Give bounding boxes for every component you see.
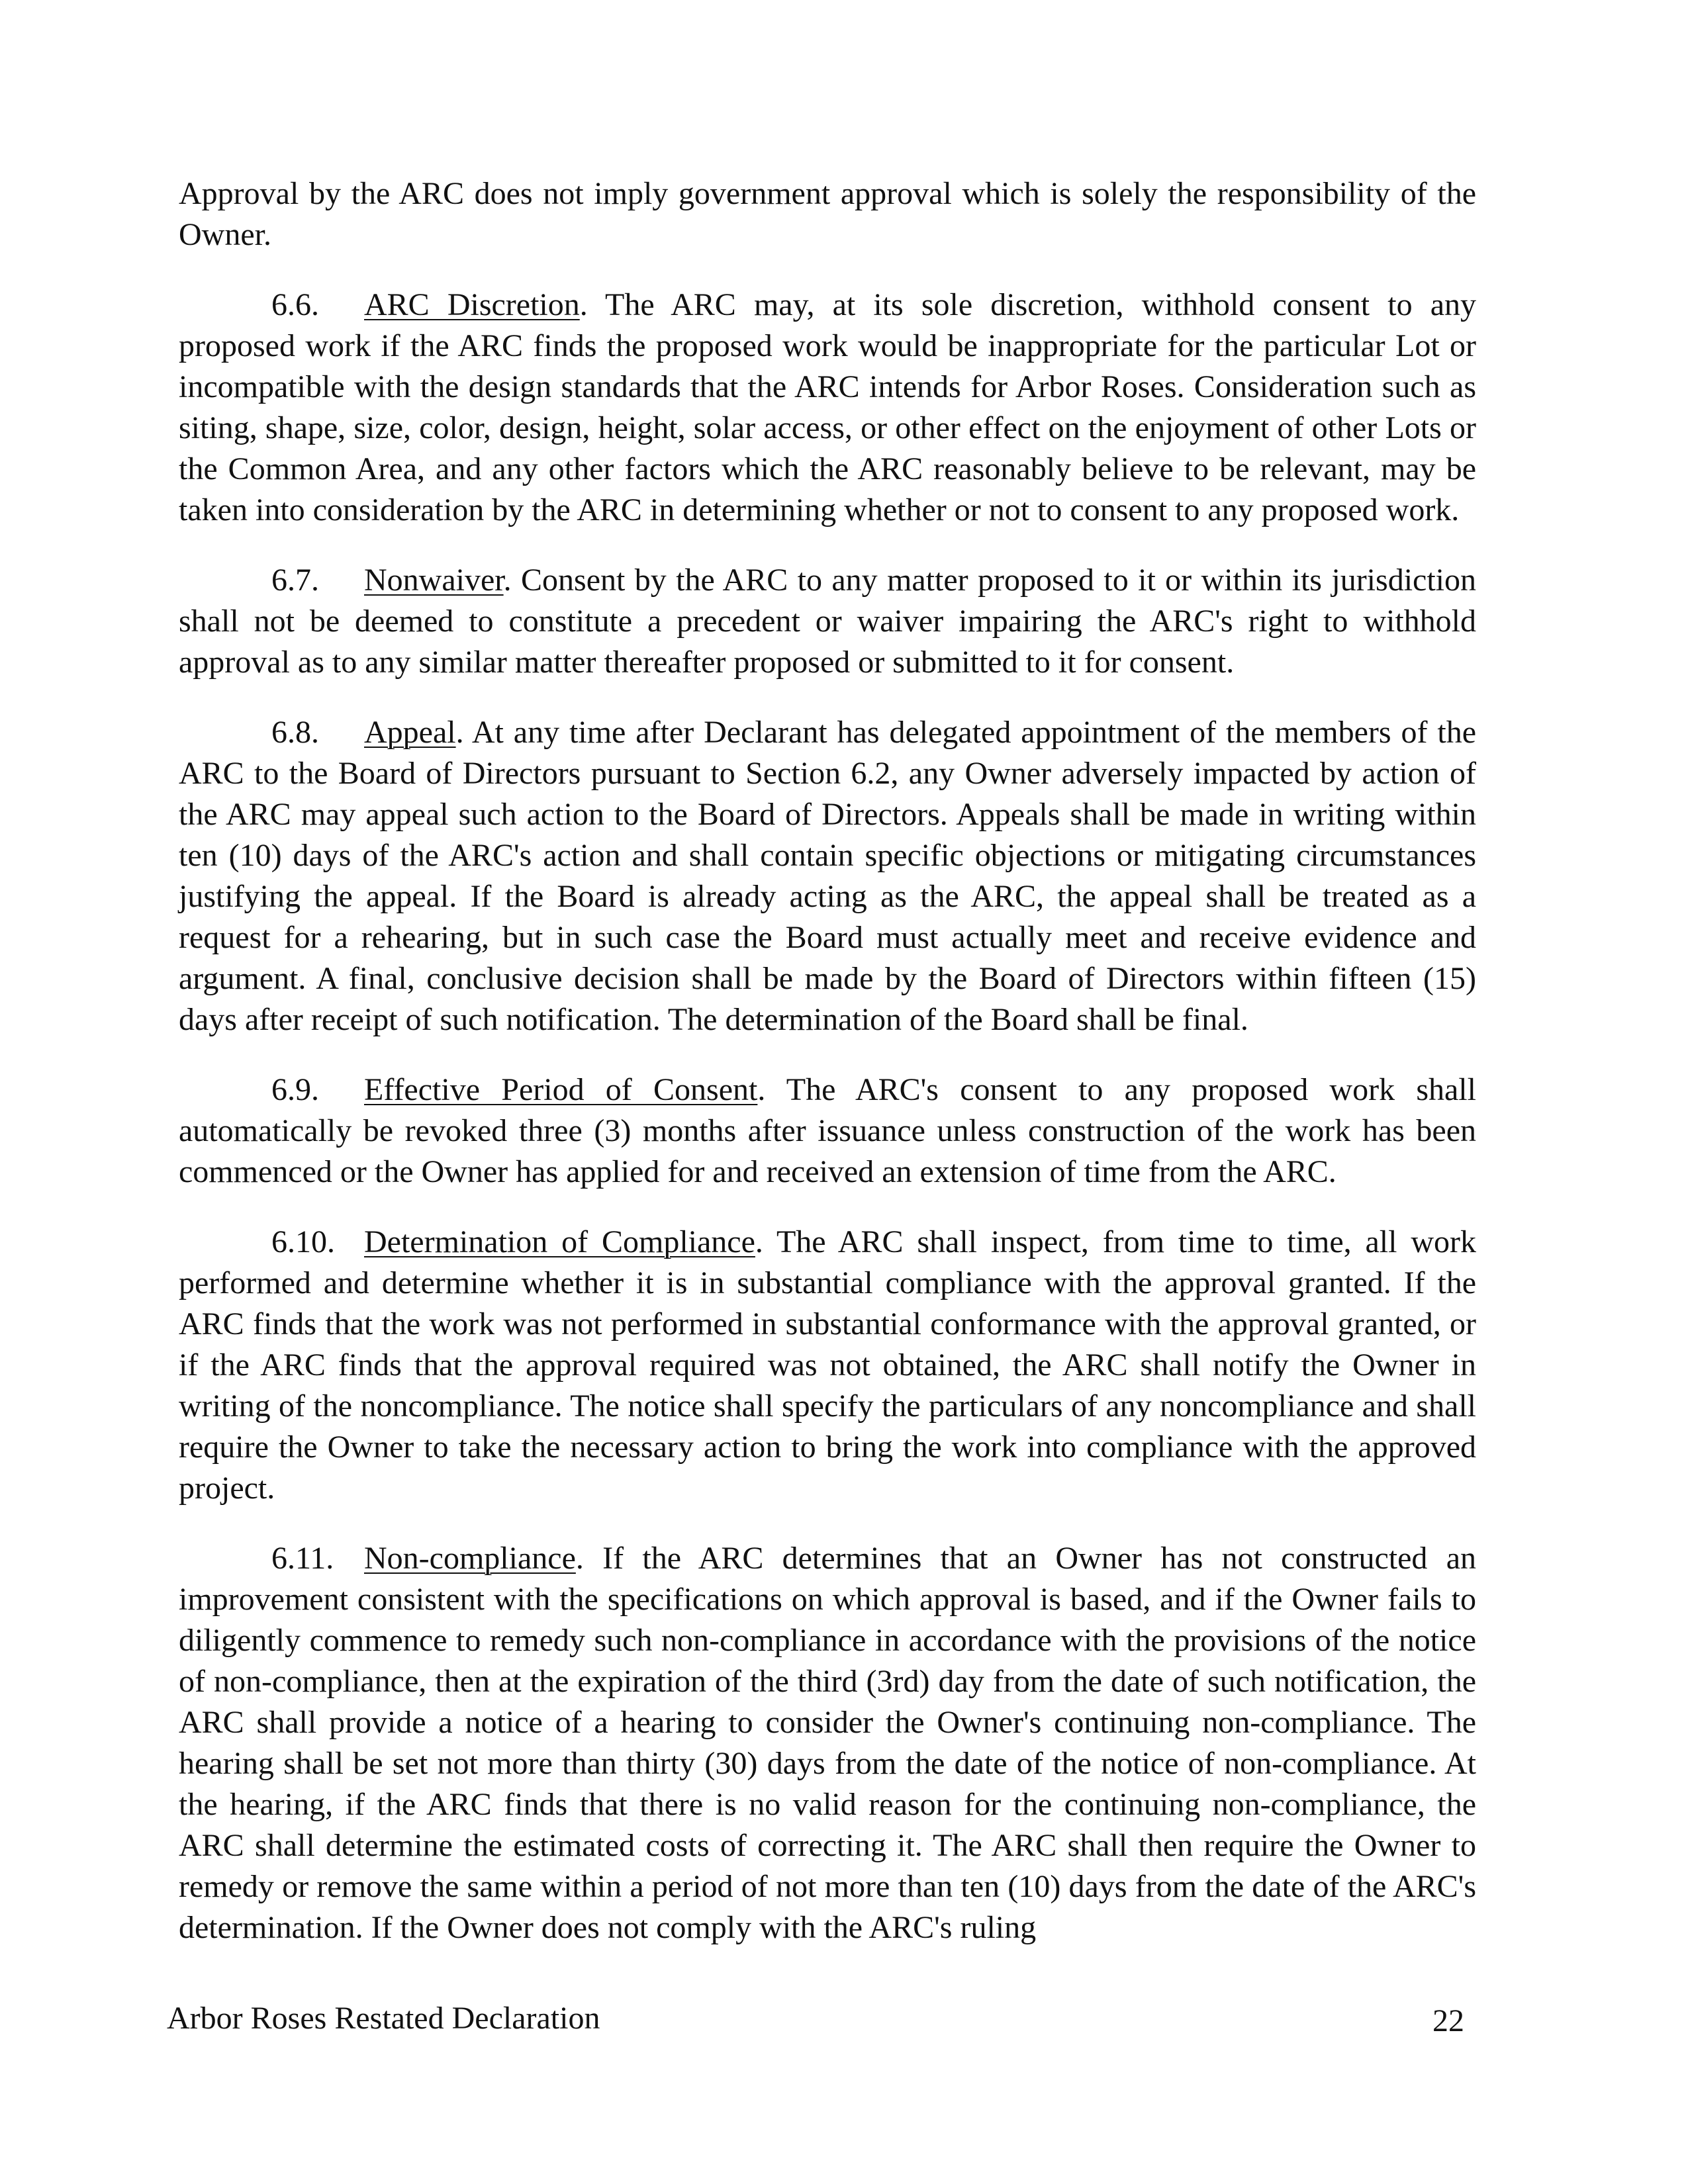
section-number: 6.11. <box>271 1541 334 1576</box>
section-title: Non-compliance <box>364 1541 576 1576</box>
section-text: If the ARC determines that an Owner has not constructed an improvement consistent with the specifications on which approval is based, and if the Owner fails to diligently commence to remedy such non-compliance in accordance with the provisions of the notice of non-compliance, then at the expiration of the third (3rd) day from the date of such notification, the ARC shall provide a notice of a hearing to consider the Owner's continuing non-compliance. The hearing shall be set not more than thirty (30) days from the date of the notice of non-compliance. At the hearing, if the ARC finds that there is no valid reason for the continuing non-compliance, the ARC shall determine the estimated costs of correcting it. The ARC shall then require the Owner to remedy or remove the same within a period of not more than ten (10) days from the date of the ARC's determination. If the Owner does not comply with the ARC's ruling <box>179 1541 1477 1945</box>
section-title: ARC Discretion <box>364 287 580 322</box>
section-number: 6.6. <box>271 287 319 322</box>
section-title: Appeal <box>364 715 456 750</box>
section-title: Effective Period of Consent <box>364 1072 758 1107</box>
section-title: Nonwaiver <box>364 563 504 598</box>
section-number: 6.8. <box>271 715 319 750</box>
opening-paragraph: Approval by the ARC does not imply government approval which is solely the responsibility of the Owner. <box>179 176 1476 252</box>
footer-title: Arbor Roses Restated Declaration <box>167 2001 600 2036</box>
section-title: Determination of Compliance <box>364 1224 755 1259</box>
section-6-7: 6.7. Nonwaiver. Consent by the ARC to any matter proposed to it or within its jurisdiction shall not be deemed to constitute a precedent or waiver impairing the ARC's right to withhold approval as to any similar matter thereafter proposed or submitted to it for consent. <box>179 560 1476 683</box>
section-6-9: 6.9. Effective Period of Consent. The ARC's consent to any proposed work shall automatically be revoked three (3) months after issuance unless construction of the work has been commenced or the Owner has applied for and received an extension of time from the ARC. <box>179 1069 1476 1193</box>
section-text: Consent by the ARC to any matter proposed to it or within its jurisdiction shall not be deemed to constitute a precedent or waiver impairing the ARC's right to withhold approval as to any similar matter thereafter proposed or submitted to it for consent. <box>179 563 1477 680</box>
section-number: 6.7. <box>271 563 319 598</box>
section-text: At any time after Declarant has delegated appointment of the members of the ARC to the Board of Directors pursuant to Section 6.2, any Owner adversely impacted by action of the ARC may appeal such action to the Board of Directors. Appeals shall be made in writing within ten (10) days of the ARC's action and shall contain specific objections or mitigating circumstances justifying the appeal. If the Board is already acting as the ARC, the appeal shall be treated as a request for a rehearing, but in such case the Board must actually meet and receive evidence and argument. A final, conclusive decision shall be made by the Board of Directors within fifteen (15) days after receipt of such notification. The determination of the Board shall be final. <box>179 715 1477 1037</box>
section-text: The ARC shall inspect, from time to time, all work performed and determine whether it is in substantial compliance with the approval granted. If the ARC finds that the work was not performed in substantial conformance with the approval granted, or if the ARC finds that the approval required was not obtained, the ARC shall notify the Owner in writing of the noncompliance. The notice shall specify the particulars of any noncompliance and shall require the Owner to take the necessary action to bring the work into compliance with the approved project. <box>179 1224 1476 1506</box>
section-number: 6.9. <box>271 1072 319 1107</box>
section-number: 6.10. <box>271 1224 335 1259</box>
section-6-10: 6.10. Determination of Compliance. The ARC shall inspect, from time to time, all work performed and determine whether it is in substantial compliance with the approval granted. If the ARC finds that the work was not performed in substantial conformance with the approval granted, or if the ARC finds that the approval required was not obtained, the ARC shall notify the Owner in writing of the noncompliance. The notice shall specify the particulars of any noncompliance and shall require the Owner to take the necessary action to bring the work into compliance with the approved project. <box>179 1222 1476 1509</box>
section-text: The ARC's consent to any proposed work shall automatically be revoked three (3) months after issuance unless construction of the work has been commenced or the Owner has applied for and received an extension of time from the ARC. <box>179 1072 1476 1189</box>
section-6-6: 6.6. ARC Discretion. The ARC may, at its sole discretion, withhold consent to any proposed work if the ARC finds the proposed work would be inappropriate for the particular Lot or incompatible with the design standards that the ARC intends for Arbor Roses. Consideration such as siting, shape, size, color, design, height, solar access, or other effect on the enjoyment of other Lots or the Common Area, and any other factors which the ARC reasonably believe to be relevant, may be taken into consideration by the ARC in determining whether or not to consent to any proposed work. <box>179 285 1476 531</box>
document-body <box>179 173 1476 1978</box>
section-text: The ARC may, at its sole discretion, withhold consent to any proposed work if the ARC finds the proposed work would be inappropriate for the particular Lot or incompatible with the design standards that the ARC intends for Arbor Roses. Consideration such as siting, shape, size, color, design, height, solar access, or other effect on the enjoyment of other Lots or the Common Area, and any other factors which the ARC reasonably believe to be relevant, may be taken into consideration by the ARC in determining whether or not to consent to any proposed work. <box>179 287 1476 527</box>
section-6-8: 6.8. Appeal. At any time after Declarant has delegated appointment of the members of the ARC to the Board of Directors pursuant to Section 6.2, any Owner adversely impacted by action of the ARC may appeal such action to the Board of Directors. Appeals shall be made in writing within ten (10) days of the ARC's action and shall contain specific objections or mitigating circumstances justifying the appeal. If the Board is already acting as the ARC, the appeal shall be treated as a request for a rehearing, but in such case the Board must actually meet and receive evidence and argument. A final, conclusive decision shall be made by the Board of Directors within fifteen (15) days after receipt of such notification. The determination of the Board shall be final. <box>179 712 1476 1040</box>
page-number: 22 <box>1432 2003 1464 2038</box>
section-6-11: 6.11. Non-compliance. If the ARC determines that an Owner has not constructed an improvement consistent with the specifications on which approval is based, and if the Owner fails to diligently commence to remedy such non-compliance in accordance with the provisions of the notice of non-compliance, then at the expiration of the third (3rd) day from the date of such notification, the ARC shall provide a notice of a hearing to consider the Owner's continuing non-compliance. The hearing shall be set not more than thirty (30) days from the date of the notice of non-compliance. At the hearing, if the ARC finds that there is no valid reason for the continuing non-compliance, the ARC shall determine the estimated costs of correcting it. The ARC shall then require the Owner to remedy or remove the same within a period of not more than ten (10) days from the date of the ARC's determination. If the Owner does not comply with the ARC's ruling <box>179 1538 1476 1948</box>
